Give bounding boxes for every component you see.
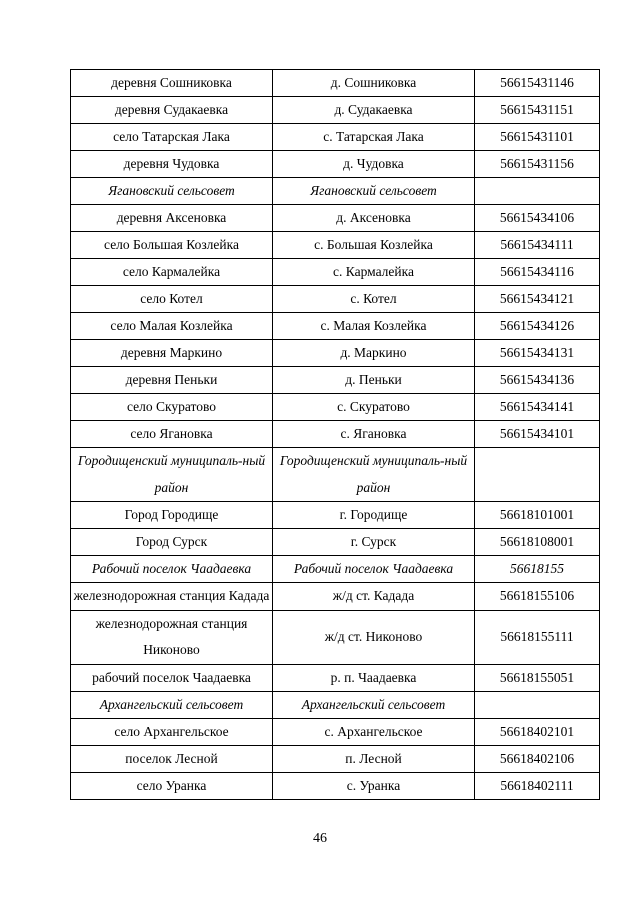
table-row [71,664,600,691]
short-name-cell: р. п. Чаадаевка [273,664,475,691]
table-row [71,286,600,313]
short-name-cell: с. Архангельское [273,718,475,745]
code-cell: 56615431156 [475,151,600,178]
code-cell: 56615431151 [475,97,600,124]
table-row [71,313,600,340]
full-name-cell: село Котел [71,286,273,313]
full-name-cell: деревня Сошниковка [71,70,273,97]
table-row [71,124,600,151]
code-cell: 56615431146 [475,70,600,97]
code-cell [475,691,600,718]
code-cell: 56618402106 [475,745,600,772]
table-row [71,367,600,394]
short-name-cell: с. Татарская Лака [273,124,475,151]
table-row [71,97,600,124]
full-name-cell: деревня Судакаевка [71,97,273,124]
short-name-cell: д. Пеньки [273,367,475,394]
code-cell: 56615434136 [475,367,600,394]
full-name-cell: село Кармалейка [71,259,273,286]
full-name-cell: Рабочий поселок Чаадаевка [71,556,273,583]
short-name-cell: Ягановский сельсовет [273,178,475,205]
table-row [71,394,600,421]
table-section-row [71,556,600,583]
full-name-cell: деревня Чудовка [71,151,273,178]
table-row [71,772,600,799]
full-name-cell: Городищенский муниципаль-ный район [71,448,273,502]
short-name-cell: д. Судакаевка [273,97,475,124]
code-cell: 56615434101 [475,421,600,448]
full-name-cell: поселок Лесной [71,745,273,772]
table-row [71,205,600,232]
page-number: 46 [313,831,327,846]
table-row [71,583,600,611]
short-name-cell: ж/д ст. Никоново [273,610,475,664]
table-row [71,745,600,772]
full-name-cell: село Уранка [71,772,273,799]
full-name-cell: село Архангельское [71,718,273,745]
full-name-cell: Город Городище [71,502,273,529]
table-section-row [71,448,600,502]
short-name-cell: д. Маркино [273,340,475,367]
table-row [71,259,600,286]
full-name-cell: деревня Аксеновка [71,205,273,232]
short-name-cell: с. Скуратово [273,394,475,421]
table-row [71,529,600,556]
short-name-cell: с. Уранка [273,772,475,799]
short-name-cell: с. Кармалейка [273,259,475,286]
table-body [71,70,600,800]
short-name-cell: с. Котел [273,286,475,313]
short-name-cell: с. Ягановка [273,421,475,448]
short-name-cell: г. Сурск [273,529,475,556]
code-cell: 56615434111 [475,232,600,259]
code-cell: 56618402111 [475,772,600,799]
table-row [71,70,600,97]
full-name-cell: Город Сурск [71,529,273,556]
full-name-cell: село Малая Козлейка [71,313,273,340]
short-name-cell: п. Лесной [273,745,475,772]
code-cell: 56618402101 [475,718,600,745]
full-name-cell: железнодорожная станция Кадада [71,583,273,611]
code-cell: 56618108001 [475,529,600,556]
table-row [71,151,600,178]
code-cell: 56615434121 [475,286,600,313]
full-name-cell: Ягановский сельсовет [71,178,273,205]
code-cell: 56615434131 [475,340,600,367]
code-cell: 56618101001 [475,502,600,529]
short-name-cell: ж/д ст. Кадада [273,583,475,611]
full-name-cell: рабочий поселок Чаадаевка [71,664,273,691]
code-cell: 56615434126 [475,313,600,340]
table-row [71,610,600,664]
short-name-cell: д. Аксеновка [273,205,475,232]
settlements-table [70,69,600,800]
table-row [71,232,600,259]
short-name-cell: д. Сошниковка [273,70,475,97]
table-row [71,502,600,529]
short-name-cell: с. Большая Козлейка [273,232,475,259]
table-section-row [71,178,600,205]
table-row [71,718,600,745]
code-cell: 56618155111 [475,610,600,664]
full-name-cell: село Ягановка [71,421,273,448]
table-row [71,340,600,367]
code-cell [475,448,600,502]
full-name-cell: деревня Пеньки [71,367,273,394]
code-cell: 56615431101 [475,124,600,151]
full-name-cell: село Татарская Лака [71,124,273,151]
code-cell: 56618155 [475,556,600,583]
code-cell: 56615434116 [475,259,600,286]
full-name-cell: деревня Маркино [71,340,273,367]
short-name-cell: Городищенский муниципаль-ный район [273,448,475,502]
table-section-row [71,691,600,718]
full-name-cell: Архангельский сельсовет [71,691,273,718]
code-cell: 56618155051 [475,664,600,691]
full-name-cell: село Скуратово [71,394,273,421]
code-cell: 56615434106 [475,205,600,232]
code-cell [475,178,600,205]
code-cell: 56615434141 [475,394,600,421]
short-name-cell: Рабочий поселок Чаадаевка [273,556,475,583]
full-name-cell: село Большая Козлейка [71,232,273,259]
short-name-cell: с. Малая Козлейка [273,313,475,340]
code-cell: 56618155106 [475,583,600,611]
short-name-cell: г. Городище [273,502,475,529]
table-row [71,421,600,448]
short-name-cell: д. Чудовка [273,151,475,178]
short-name-cell: Архангельский сельсовет [273,691,475,718]
full-name-cell: железнодорожная станция Никоново [71,610,273,664]
